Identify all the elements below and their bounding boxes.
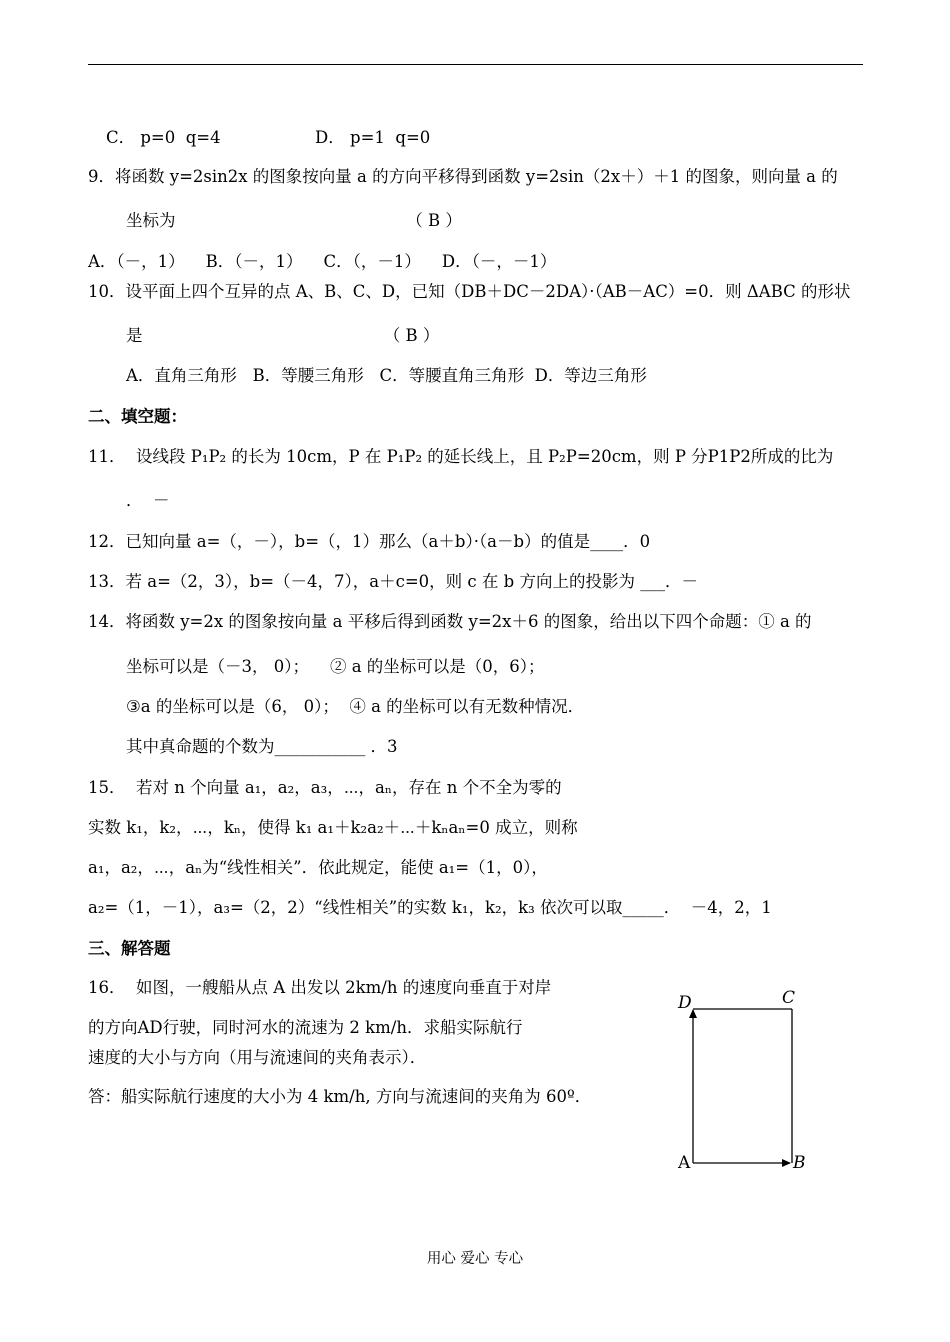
q16-line-2: 的方向AD行驶，同时河水的流速为 2 km/h．求船实际航行 <box>88 1018 523 1037</box>
label-a: A <box>678 1153 691 1173</box>
q15-line-1: 15． 若对 n 个向量 a₁，a₂，a₃，⋯，aₙ，存在 n 个不全为零的 <box>88 778 562 797</box>
q16-line-1: 16． 如图，一艘船从点 A 出发以 2km/h 的速度向垂直于对岸 <box>88 978 552 997</box>
q9-answer-line: 坐标为 （ B ） <box>126 211 462 230</box>
q8-options-cd: C． p=0 q=4 D． p=1 q=0 <box>106 128 431 147</box>
q14-question: 其中真命题的个数为___________ ．3 <box>126 737 398 756</box>
q14-prop-3-4: ③a 的坐标可以是（6， 0）； ④ a 的坐标可以有无数种情况． <box>126 697 585 716</box>
q11-stem: 11． 设线段 P₁P₂ 的长为 10cm，P 在 P₁P₂ 的延长线上，且 P₂P=20cm，则 P 分P1P2所成的比为 <box>88 447 834 466</box>
label-c: C <box>782 988 796 1008</box>
q11-answer: ． － <box>126 491 170 510</box>
q10-options: A．直角三角形 B．等腰三角形 C．等腰直角三角形 D．等边三角形 <box>126 366 647 385</box>
q14-stem: 14．将函数 y=2x 的图象按向量 a 平移后得到函数 y=2x＋6 的图象，给出以下四个命题：① a 的 <box>88 612 812 631</box>
q10-answer-line: 是 （ B ） <box>126 326 440 345</box>
q14-prop-1-2: 坐标可以是（－3， 0）； ② a 的坐标可以是（0，6）； <box>126 657 545 676</box>
q16-line-3: 速度的大小与方向（用与流速间的夹角表示）． <box>88 1048 427 1067</box>
q16-answer: 答：船实际航行速度的大小为 4 km/h, 方向与流速间的夹角为 60º． <box>88 1087 592 1106</box>
q15-line-2: 实数 k₁，k₂，⋯，kₙ，使得 k₁ a₁＋k₂a₂＋⋯＋kₙaₙ=0 成立，则称 <box>88 818 578 837</box>
section-fill-in-heading: 二、填空题： <box>88 407 187 426</box>
q13: 13．若 a=（2，3），b=（－4，7），a＋c=0，则 c 在 b 方向上的投影为 ___．－ <box>88 572 698 591</box>
q10-stem: 10．设平面上四个互异的点 A、B、C、D，已知（DB＋DC－2DA）·（AB－AC）=0．则 ΔABC 的形状 <box>88 282 851 301</box>
q15-line-3: a₁，a₂，⋯，aₙ为“线性相关”．依此规定，能使 a₁=（1，0）， <box>88 858 548 877</box>
label-b: B <box>793 1153 806 1173</box>
q12: 12．已知向量 a=（，－），b=（，1）那么（a＋b）·（a－b）的值是____．0 <box>88 532 651 551</box>
q9-stem: 9．将函数 y=2sin2x 的图象按向量 a 的方向平移得到函数 y=2sin（2x＋）＋1 的图象，则向量 a 的 <box>88 167 838 186</box>
label-d: D <box>678 993 692 1013</box>
section-solution-heading: 三、解答题 <box>88 939 171 958</box>
q9-options: A．（－，1） B．（－，1） C．（，－1） D．（－，－1） <box>88 252 557 271</box>
page-footer: 用心 爱心 专心 <box>426 1251 524 1267</box>
q15-line-4: a₂=（1，－1），a₃=（2，2）“线性相关”的实数 k₁，k₂，k₃ 依次可以取_____． －4，2，1 <box>88 898 772 917</box>
